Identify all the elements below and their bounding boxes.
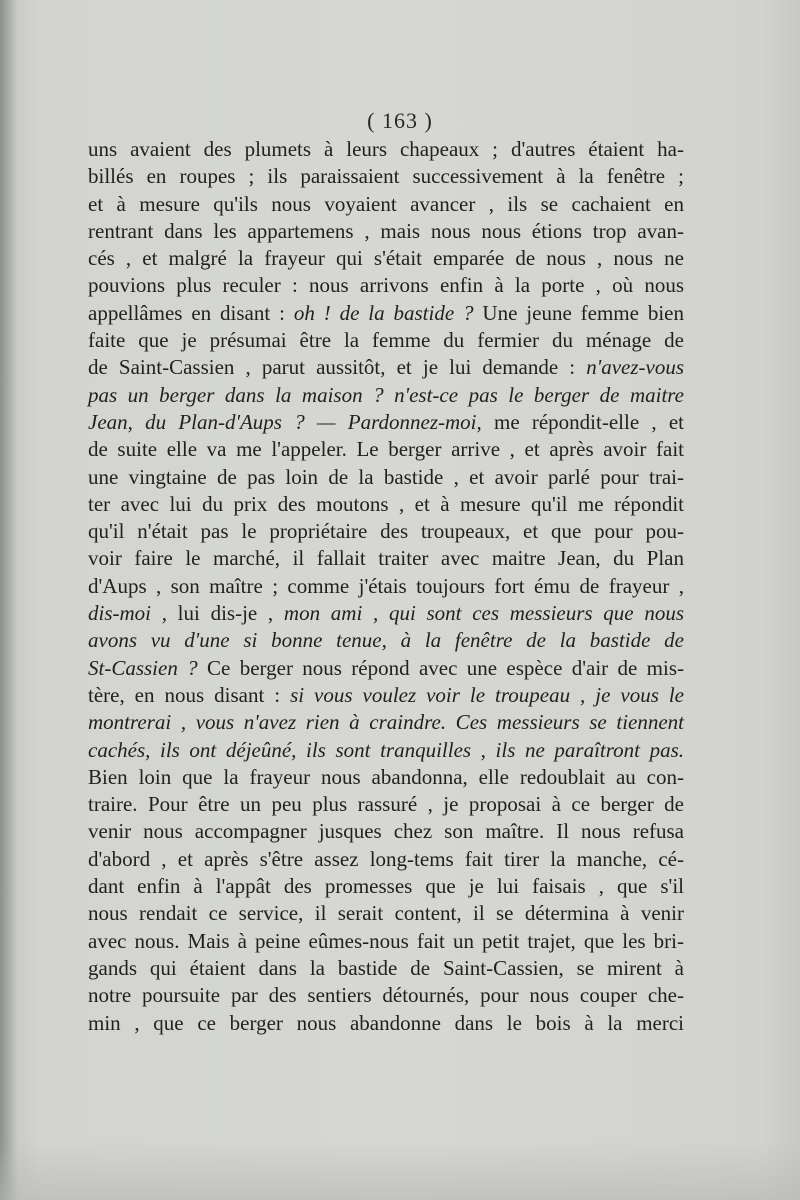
text-span: tère, en nous disant : (88, 682, 291, 707)
text-span: traire. Pour être un peu plus rassuré , je proposai à ce berger de (88, 792, 684, 817)
text-line (88, 627, 684, 654)
italic-text: avons vu d'une si bonne tenue, à la fenêtre de la bastide de (88, 628, 684, 653)
text-line (88, 409, 684, 436)
text-span: d'abord , et après s'être assez long-tems fait tirer la manche, cé- (88, 846, 684, 871)
text-span: Une jeune femme bien (473, 300, 685, 325)
text-line (88, 791, 684, 818)
text-line (88, 573, 684, 600)
text-line (88, 354, 684, 381)
text-span: une vingtaine de pas loin de la bastide , et avoir parlé pour trai- (88, 464, 684, 489)
text-line (88, 300, 684, 327)
text-line (88, 491, 684, 518)
text-span: avec nous. Mais à peine eûmes-nous fait un petit trajet, que les bri- (88, 928, 684, 953)
text-span: faite que je présumai être la femme du fermier du ménage de (88, 328, 684, 353)
text-line (88, 764, 684, 791)
text-span: de Saint-Cassien , parut aussitôt, et je lui demande : (88, 355, 587, 380)
text-span: dant enfin à l'appât des promesses que je lui faisais , que s'il (88, 874, 684, 899)
text-line (88, 191, 684, 218)
text-line (88, 436, 684, 463)
text-span: uns avaient des plumets à leurs chapeaux ; d'autres étaient ha- (88, 137, 684, 161)
text-span: qu'il n'était pas le propriétaire des troupeaux, et que pour pou- (88, 519, 684, 544)
italic-text: oh ! de la bastide ? (293, 300, 474, 325)
text-line (88, 464, 684, 491)
text-line (88, 382, 684, 409)
text-span: min , que ce berger nous abandonne dans le bois à la merci (88, 1010, 684, 1035)
text-line (88, 1010, 684, 1037)
text-line (88, 900, 684, 927)
text-line (88, 982, 684, 1009)
body-text (88, 136, 684, 1037)
text-line (88, 846, 684, 873)
italic-text: pas un berger dans la maison ? n'est-ce pas le berger de maitre (88, 382, 684, 407)
italic-text: si vous voulez voir le troupeau , je vous le (290, 682, 685, 707)
text-span: rentrant dans les appartemens , mais nous nous étions trop avan- (88, 218, 684, 243)
text-line (88, 655, 684, 682)
page-bottom-shade (0, 1140, 800, 1200)
text-line (88, 518, 684, 545)
text-line (88, 245, 684, 272)
text-span: appellâmes en disant : (88, 300, 294, 325)
text-line (88, 873, 684, 900)
text-line (88, 600, 684, 627)
text-line (88, 737, 684, 764)
italic-text: dis-moi , (88, 601, 167, 626)
text-line (88, 545, 684, 572)
text-span: Bien loin que la frayeur nous abandonna, elle redoublait au con- (88, 764, 684, 789)
text-span: ter avec lui du prix des moutons , et à mesure qu'il me répondit (88, 491, 684, 516)
italic-text: montrerai , vous n'avez rien à craindre. Ces messieurs se tiennent (88, 710, 684, 735)
text-line (88, 818, 684, 845)
text-span: me répondit-elle , et (481, 409, 684, 434)
text-span: venir nous accompagner jusques chez son maître. Il nous refusa (88, 819, 684, 844)
page-number: ( 163 ) (367, 108, 433, 133)
italic-text: St-Cassien ? (88, 655, 198, 680)
italic-text: cachés, ils ont déjeûné, ils sont tranquilles , ils ne paraîtront pas. (88, 737, 684, 762)
text-span: gands qui étaient dans la bastide de Saint-Cassien, se mirent à (88, 955, 684, 980)
text-line (88, 163, 684, 190)
text-span: cés , et malgré la frayeur qui s'était emparée de nous , nous ne (88, 246, 684, 271)
italic-text: mon ami , qui sont ces messieurs que nous (283, 601, 685, 626)
text-span: nous rendait ce service, il serait content, il se détermina à venir (88, 901, 684, 926)
text-span: de suite elle va me l'appeler. Le berger arrive , et après avoir fait (88, 437, 684, 462)
text-line (88, 709, 684, 736)
text-span: notre poursuite par des sentiers détournés, pour nous couper che- (88, 983, 684, 1008)
text-line (88, 136, 684, 163)
text-line (88, 327, 684, 354)
text-span: Ce berger nous répond avec une espèce d'air de mis- (197, 655, 684, 680)
italic-text: Jean, du Plan-d'Aups ? — Pardonnez-moi, (88, 409, 482, 434)
text-span: pouvions plus reculer : nous arrivons enfin à la porte , où nous (88, 273, 684, 298)
text-span: lui dis-je , (166, 601, 284, 626)
text-line (88, 272, 684, 299)
text-span: et à mesure qu'ils nous voyaient avancer , ils se cachaient en (88, 191, 684, 216)
text-line (88, 218, 684, 245)
text-span: voir faire le marché, il fallait traiter avec maitre Jean, du Plan (88, 546, 684, 571)
text-line (88, 682, 684, 709)
spine-shadow (0, 0, 18, 1200)
text-span: d'Aups , son maître ; comme j'étais toujours fort ému de frayeur , (88, 573, 684, 598)
text-line (88, 928, 684, 955)
text-line (88, 955, 684, 982)
text-span: billés en roupes ; ils paraissaient successivement à la fenêtre ; (88, 164, 684, 189)
italic-text: n'avez-vous (586, 355, 684, 380)
